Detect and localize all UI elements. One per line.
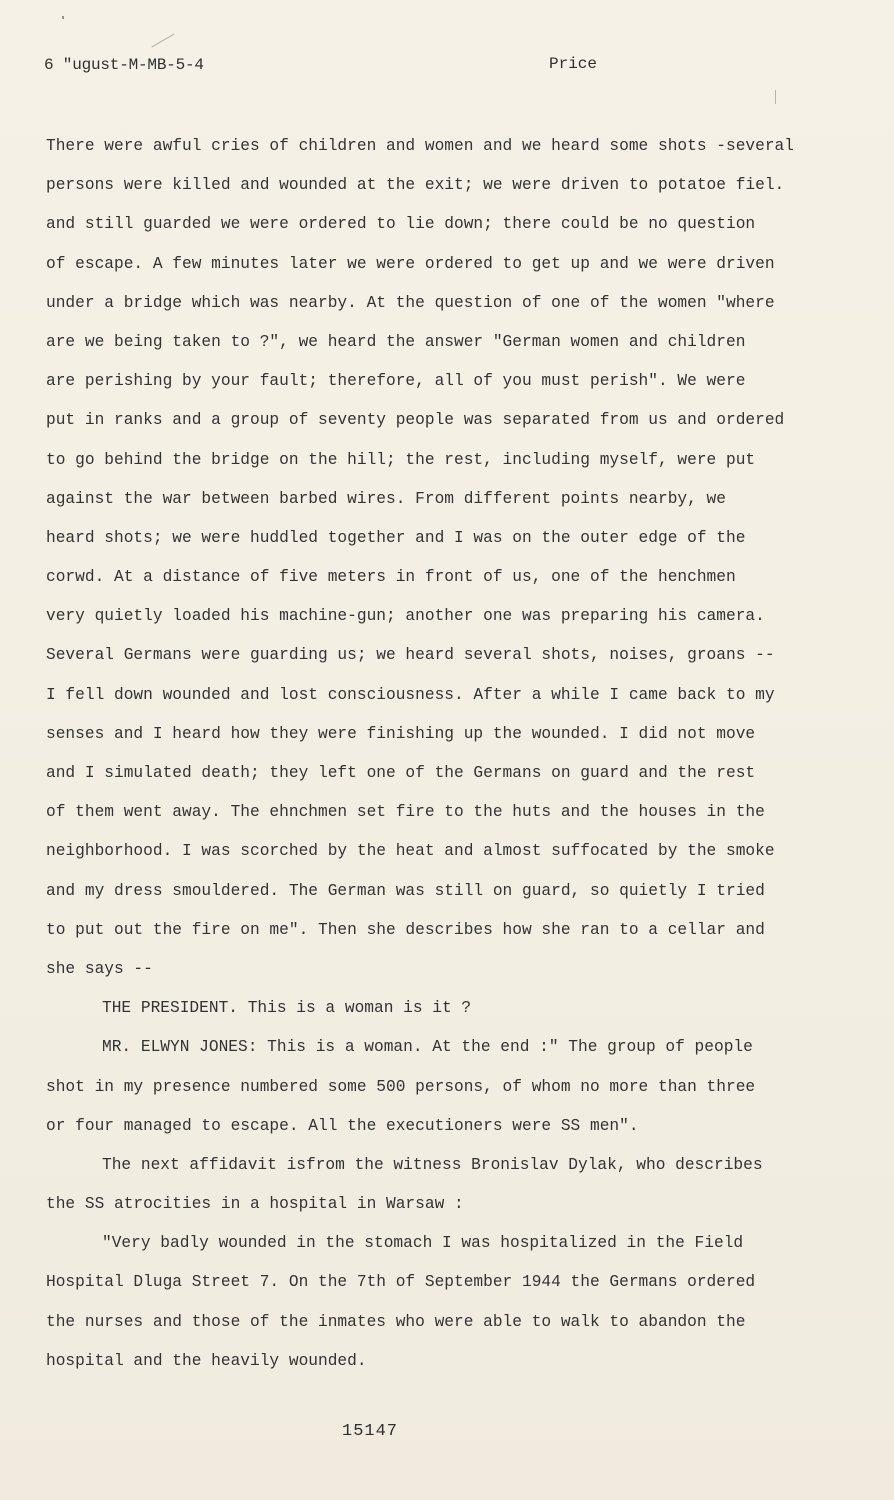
text-line: and my dress smouldered. The German was still on guard, so quietly I tried [46, 881, 765, 900]
stray-mark [775, 90, 776, 104]
text-line: under a bridge which was nearby. At the question of one of the women "where [46, 293, 775, 312]
text-line: put in ranks and a group of seventy people was separated from us and ordered [46, 411, 785, 430]
text-line: corwd. At a distance of five meters in front of us, one of the henchmen [46, 568, 736, 587]
document-reference: 6 "ugust-M-MB-5-4 [44, 56, 204, 74]
text-line: MR. ELWYN JONES: This is a woman. At the end :" The group of people [102, 1038, 753, 1057]
text-line: and I simulated death; they left one of the Germans on guard and the rest [46, 764, 756, 782]
text-line: the SS atrocities in a hospital in Warsaw : [46, 1195, 464, 1214]
text-line: or four managed to escape. All the executioners were SS men". [46, 1116, 639, 1135]
text-line: neighborhood. I was scorched by the heat and almost suffocated by the smoke [46, 842, 775, 861]
text-line: the nurses and those of the inmates who were able to walk to abandon the [46, 1312, 746, 1331]
text-line: are perishing by your fault; therefore, all of you must perish". We were [46, 372, 746, 391]
text-line: against the war between barbed wires. From different points nearby, we [46, 489, 726, 508]
text-line: Hospital Dluga Street 7. On the 7th of September 1944 the Germans ordered [46, 1273, 756, 1292]
text-line: senses and I heard how they were finishing up the wounded. I did not move [46, 724, 756, 743]
text-line: to go behind the bridge on the hill; the rest, including myself, were put [46, 450, 756, 469]
text-line: she says -- [46, 959, 153, 978]
stray-mark [151, 34, 174, 48]
text-line: of escape. A few minutes later we were ordered to get up and we were driven [46, 254, 775, 273]
text-line: shot in my presence numbered some 500 persons, of whom no more than three [46, 1077, 756, 1096]
text-line: heard shots; we were huddled together and I was on the outer edge of the [46, 528, 746, 547]
text-line: There were awful cries of children and women and we heard some shots -several [46, 137, 794, 155]
text-line: The next affidavit isfrom the witness Bronislav Dylak, who describes [102, 1155, 763, 1174]
page-number: 15147 [342, 1422, 399, 1441]
text-line: "Very badly wounded in the stomach I was hospitalized in the Field [102, 1234, 744, 1253]
text-line: to put out the fire on me". Then she describes how she ran to a cellar and [46, 920, 765, 939]
text-line: Several Germans were guarding us; we heard several shots, noises, groans -- [46, 646, 775, 665]
text-line: of them went away. The ehnchmen set fire to the huts and the houses in the [46, 803, 765, 822]
stray-mark [62, 16, 64, 19]
text-line: THE PRESIDENT. This is a woman is it ? [102, 999, 472, 1018]
transcript-body [46, 133, 806, 1387]
text-line: very quietly loaded his machine-gun; another one was preparing his camera. [46, 607, 765, 626]
text-line: and still guarded we were ordered to lie down; there could be no question [46, 215, 756, 234]
text-line: hospital and the heavily wounded. [46, 1351, 367, 1370]
text-line: I fell down wounded and lost consciousness. After a while I came back to my [46, 685, 775, 704]
text-line: persons were killed and wounded at the exit; we were driven to potatoe fiel. [46, 176, 785, 195]
speaker-name: Price [549, 55, 598, 73]
text-line: are we being taken to ?", we heard the answer "German women and children [46, 332, 746, 351]
